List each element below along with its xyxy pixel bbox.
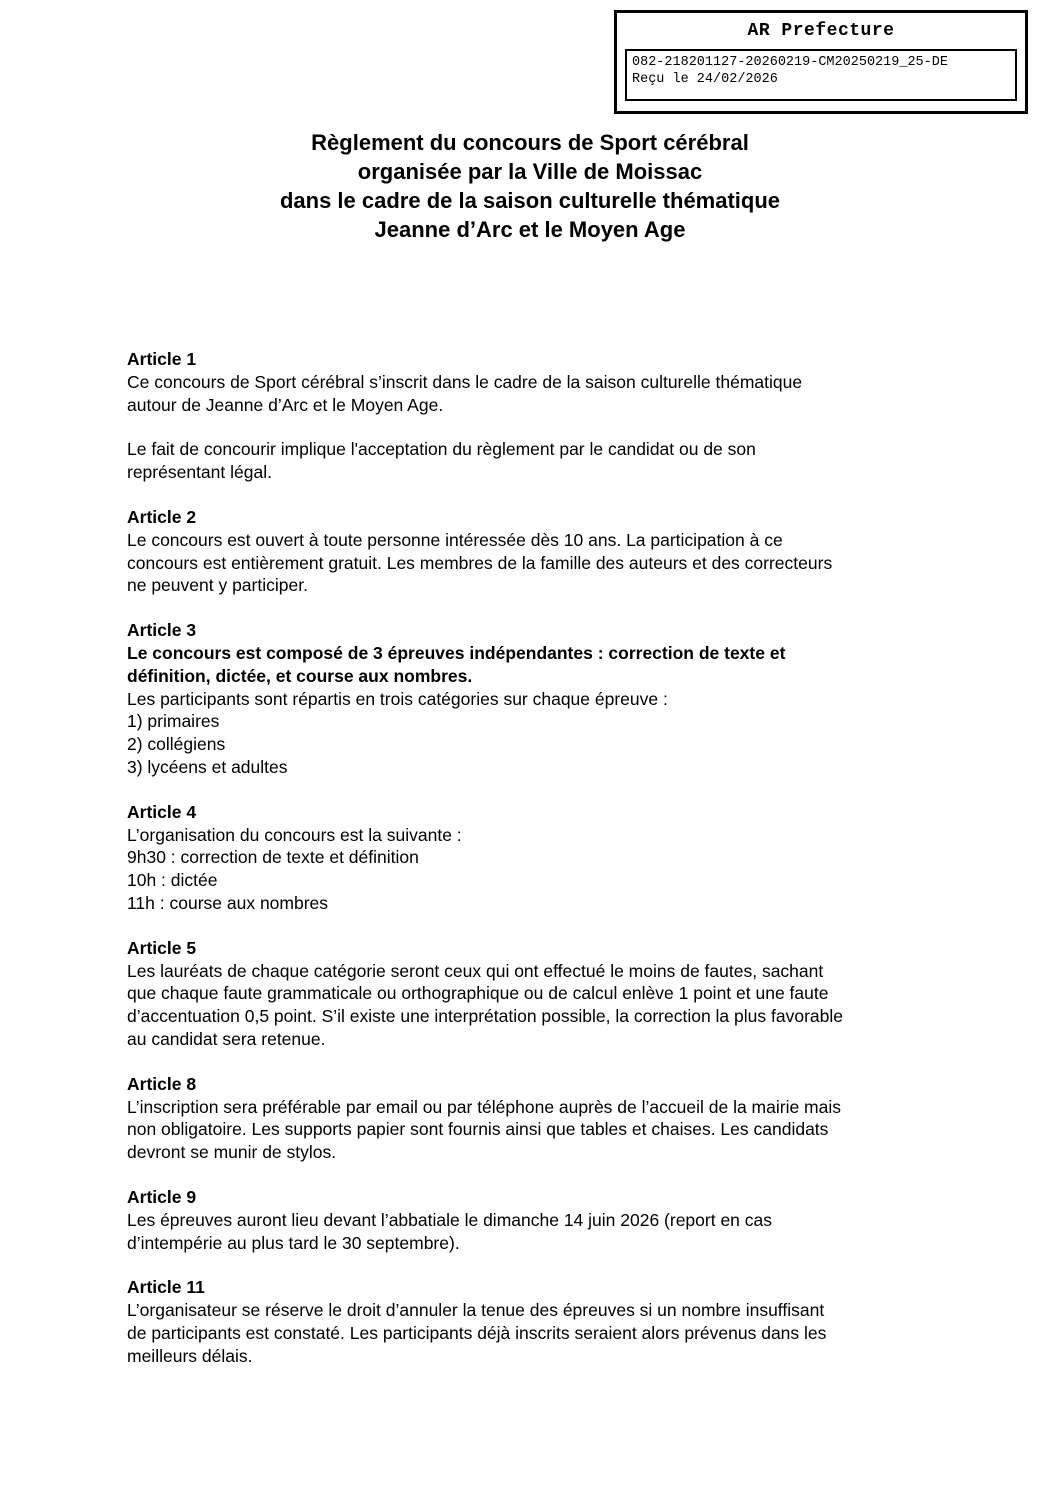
article-8 (127, 1073, 947, 1164)
article-2 (127, 506, 947, 597)
article-heading: Article 2 (127, 506, 197, 527)
article-3 (127, 619, 947, 779)
article-9 (127, 1186, 947, 1254)
stamp-received-date: Reçu le 24/02/2026 (632, 72, 778, 87)
title-line: Jeanne d’Arc et le Moyen Age (374, 217, 686, 242)
article-line: Les lauréats de chaque catégorie seront ceux qui ont effectué le moins de fautes, sachant (127, 960, 824, 981)
stamp-reference-number: 082-218201127-20260219-CM20250219_25-DE (632, 55, 948, 70)
article-line: d’accentuation 0,5 point. S’il existe une interprétation possible, la correction la plus favorable (127, 1006, 843, 1027)
list-item: 3) lycéens et adultes (127, 756, 288, 777)
article-line: au candidat sera retenue. (127, 1028, 326, 1049)
stamp-reference-box (625, 49, 1017, 101)
article-line: représentant légal. (127, 462, 272, 483)
article-line: meilleurs délais. (127, 1345, 253, 1366)
article-line: que chaque faute grammaticale ou orthographique ou de calcul enlève 1 point et une faute (127, 983, 829, 1004)
article-line: Le fait de concourir implique l'acceptation du règlement par le candidat ou de son (127, 439, 756, 460)
article-11 (127, 1276, 947, 1367)
article-line: ne peuvent y participer. (127, 575, 308, 596)
title-line: dans le cadre de la saison culturelle thématique (279, 188, 781, 213)
schedule-item: 10h : dictée (127, 870, 218, 891)
article-heading: Article 4 (127, 801, 197, 822)
document-body (127, 348, 947, 1367)
article-1 (127, 348, 947, 484)
document-title (100, 128, 960, 244)
article-heading: Article 1 (127, 349, 197, 369)
article-line: autour de Jeanne d’Arc et le Moyen Age. (127, 394, 444, 415)
article-line: L’organisateur se réserve le droit d’annuler la tenue des épreuves si un nombre insuffisant (127, 1300, 825, 1321)
article-line: d’intempérie au plus tard le 30 septembre). (127, 1232, 460, 1253)
title-line: Règlement du concours de Sport cérébral (311, 130, 749, 155)
article-4 (127, 801, 947, 915)
article-line-bold: Le concours est composé de 3 épreuves indépendantes : correction de texte et (127, 642, 786, 663)
article-heading: Article 9 (127, 1186, 197, 1207)
schedule-item: 11h : course aux nombres (127, 892, 329, 913)
article-heading: Article 5 (127, 937, 197, 958)
article-line: Le concours est ouvert à toute personne intéressée dès 10 ans. La participation à ce (127, 529, 783, 550)
article-heading: Article 3 (127, 620, 197, 641)
article-5 (127, 937, 947, 1051)
article-line: L’inscription sera préférable par email ou par téléphone auprès de l’accueil de la mairie mais (127, 1096, 842, 1117)
title-line: organisée par la Ville de Moissac (357, 159, 703, 184)
article-line-bold: définition, dictée, et course aux nombres. (127, 665, 473, 686)
article-line: devront se munir de stylos. (127, 1142, 337, 1163)
article-heading: Article 8 (127, 1073, 197, 1094)
article-line: Les participants sont répartis en trois catégories sur chaque épreuve : (127, 688, 668, 709)
list-item: 2) collégiens (127, 734, 226, 755)
article-line: Les épreuves auront lieu devant l’abbatiale le dimanche 14 juin 2026 (report en cas (127, 1209, 773, 1230)
stamp-title: AR Prefecture (747, 21, 895, 41)
article-line: Ce concours de Sport cérébral s’inscrit dans le cadre de la saison culturelle thématique (127, 371, 803, 392)
article-line: de participants est constaté. Les participants déjà inscrits seraient alors prévenus dans les (127, 1322, 827, 1343)
schedule-item: 9h30 : correction de texte et définition (127, 847, 419, 868)
list-item: 1) primaires (127, 711, 220, 732)
article-heading: Article 11 (127, 1277, 205, 1298)
prefecture-stamp (614, 10, 1028, 114)
article-line: non obligatoire. Les supports papier sont fournis ainsi que tables et chaises. Les candidats (127, 1119, 829, 1140)
article-line: L’organisation du concours est la suivante : (127, 824, 462, 845)
article-line: concours est entièrement gratuit. Les membres de la famille des auteurs et des correcteurs (127, 552, 833, 573)
